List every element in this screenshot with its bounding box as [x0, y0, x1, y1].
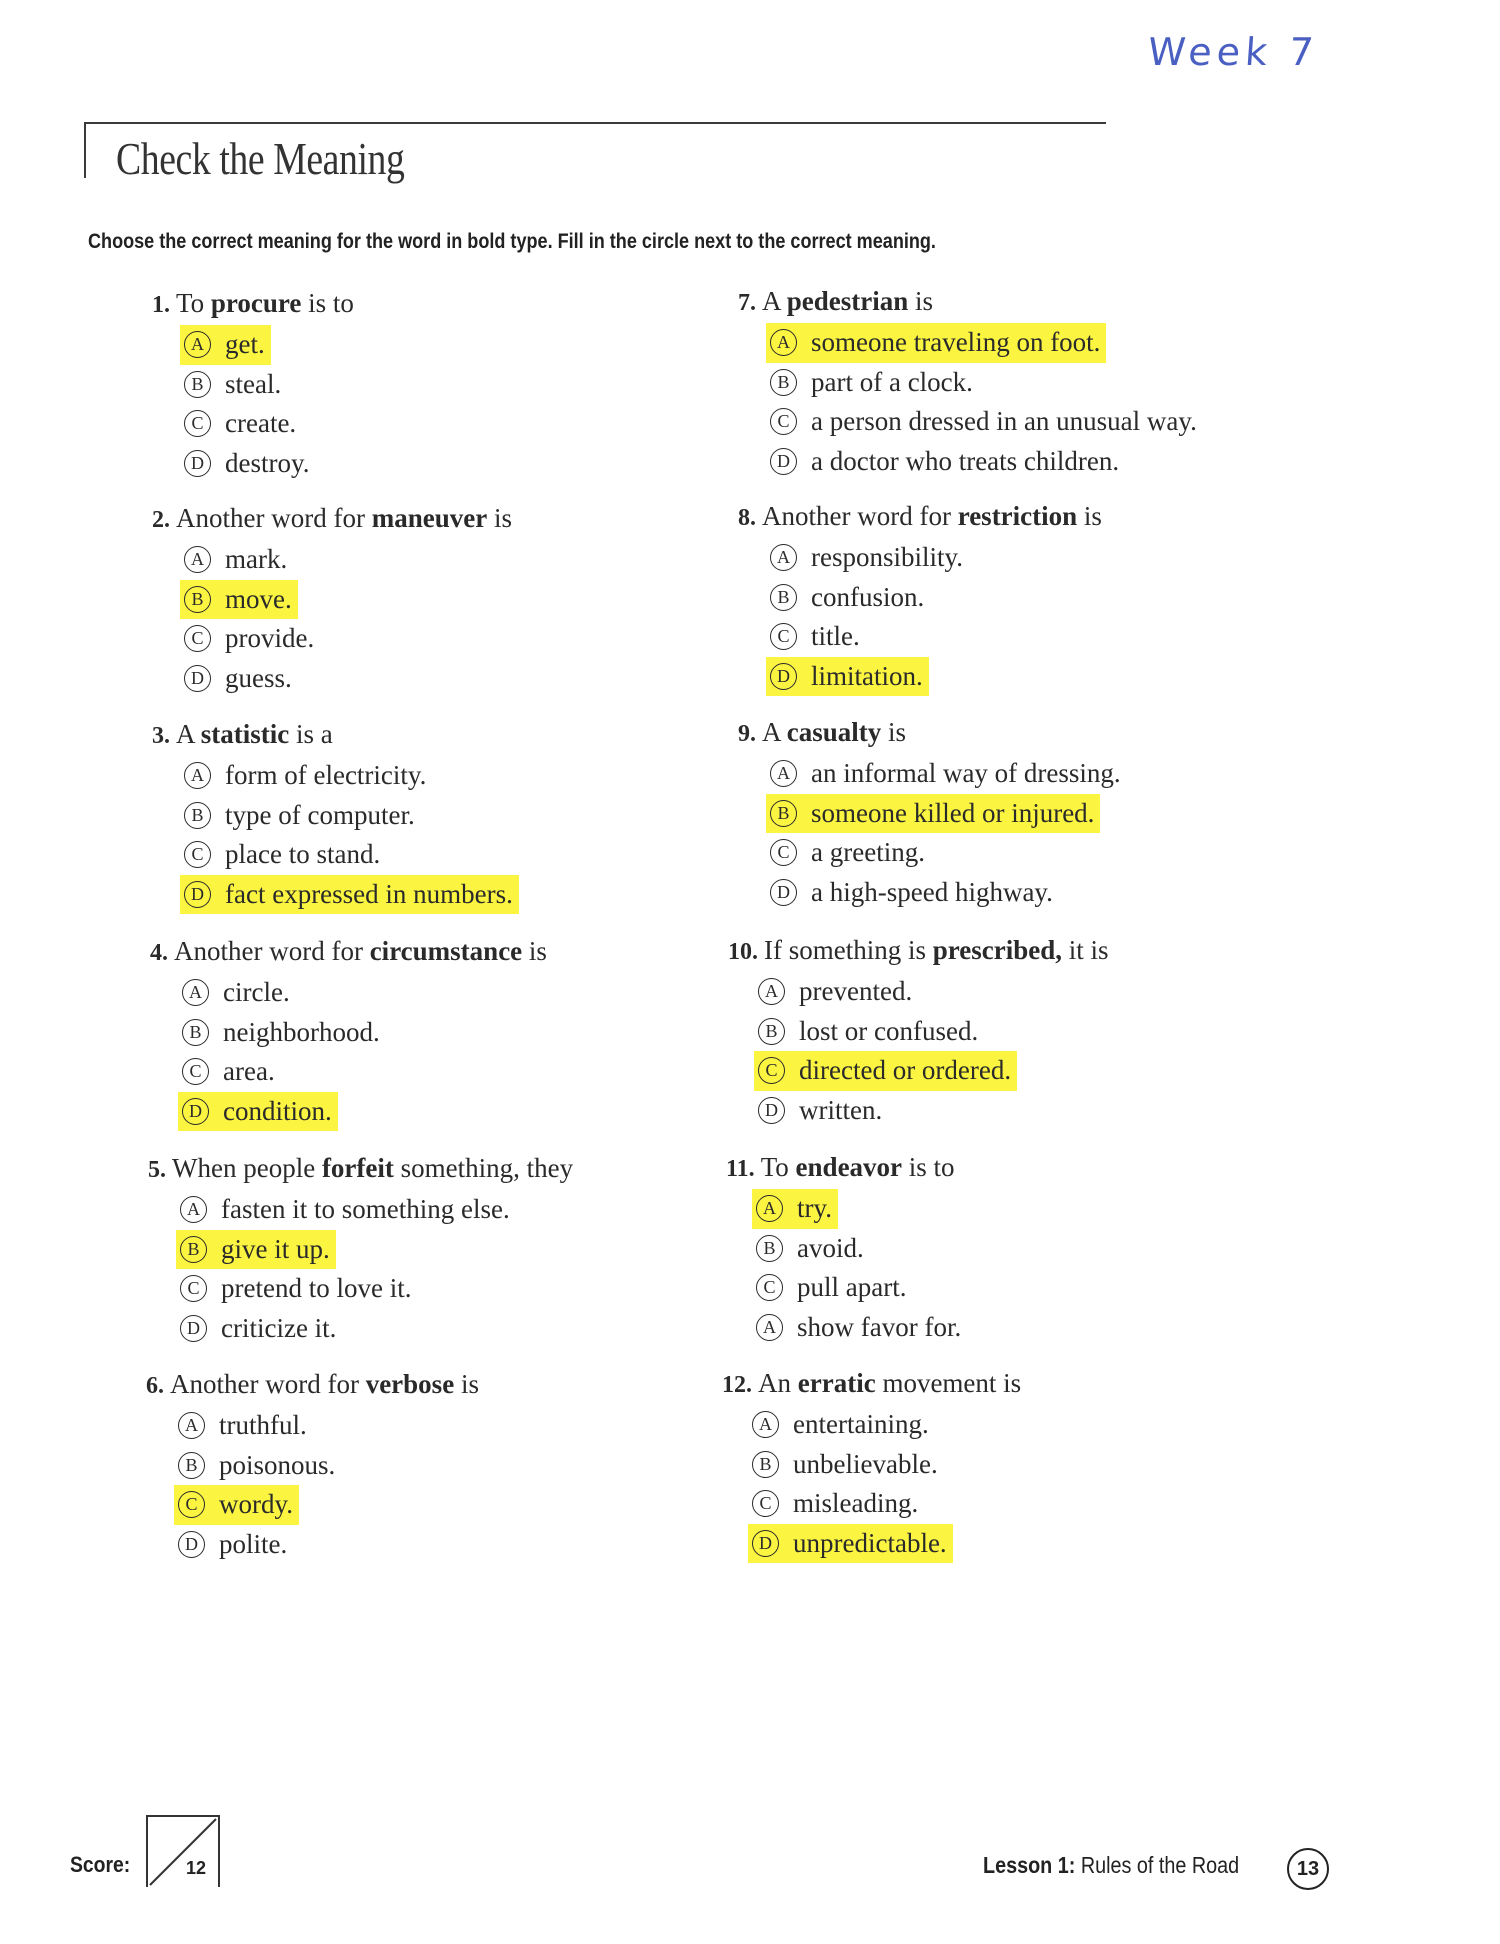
option-c[interactable]: C area. — [178, 1052, 281, 1092]
option-c[interactable]: C place to stand. — [180, 835, 386, 875]
option-a[interactable]: A entertaining. — [748, 1405, 935, 1445]
answer-bubble[interactable]: D — [770, 879, 797, 906]
answer-bubble[interactable]: D — [184, 665, 211, 692]
option-b[interactable]: B unbelievable. — [748, 1445, 944, 1485]
option-a[interactable]: A circle. — [178, 973, 296, 1013]
answer-bubble[interactable]: C — [178, 1491, 205, 1518]
answer-bubble[interactable]: C — [184, 625, 211, 652]
question-stem: 7. A pedestrian is — [738, 286, 934, 316]
options-list — [178, 1406, 706, 1564]
option-d[interactable]: D polite. — [174, 1525, 293, 1565]
answer-bubble[interactable]: A — [184, 331, 211, 358]
question-5 — [148, 1150, 708, 1348]
answer-bubble[interactable]: B — [752, 1451, 779, 1478]
options-list — [184, 540, 712, 698]
option-b[interactable]: B someone killed or injured. — [766, 794, 1100, 834]
answer-bubble[interactable]: D — [180, 1315, 207, 1342]
option-d[interactable]: D unpredictable. — [748, 1524, 953, 1564]
question-1 — [152, 285, 712, 483]
option-a[interactable]: A mark. — [180, 540, 293, 580]
score-label: Score: — [70, 1852, 131, 1877]
header-vertical-rule — [84, 122, 86, 178]
answer-bubble[interactable]: C — [184, 410, 211, 437]
options-list — [770, 323, 1298, 481]
option-b[interactable]: B poisonous. — [174, 1446, 341, 1486]
answer-bubble[interactable]: D — [184, 881, 211, 908]
vocab-word: pedestrian — [786, 286, 909, 316]
answer-bubble[interactable]: B — [756, 1235, 783, 1262]
question-8 — [738, 498, 1298, 696]
vocab-word: casualty — [786, 717, 882, 747]
answer-bubble[interactable]: C — [182, 1058, 209, 1085]
question-stem: 5. When people forfeit something, they — [148, 1153, 574, 1183]
option-c[interactable]: C misleading. — [748, 1484, 924, 1524]
options-list — [752, 1405, 1282, 1563]
handwritten-week-note: Week 7 — [1146, 30, 1320, 74]
question-4 — [150, 933, 710, 1131]
lesson-label: Lesson 1: Rules of the Road — [983, 1852, 1240, 1878]
answer-bubble[interactable]: A — [184, 546, 211, 573]
option-a[interactable]: A responsibility. — [766, 538, 969, 578]
vocab-word: procure — [210, 288, 302, 318]
score-total: 12 — [185, 1858, 206, 1878]
answer-bubble[interactable]: C — [770, 839, 797, 866]
score-divider-icon — [148, 1817, 218, 1887]
question-stem: 12. An erratic movement is — [722, 1368, 1022, 1398]
question-12 — [722, 1365, 1282, 1563]
answer-bubble[interactable]: C — [752, 1490, 779, 1517]
vocab-word: prescribed, — [932, 935, 1062, 965]
question-2 — [152, 500, 712, 698]
option-a[interactable]: A get. — [180, 325, 271, 365]
answer-bubble[interactable]: B — [770, 800, 797, 827]
question-stem: 11. To endeavor is to — [726, 1152, 955, 1182]
vocab-word: circumstance — [369, 936, 523, 966]
option-b[interactable]: B avoid. — [752, 1229, 870, 1269]
answer-bubble[interactable]: B — [182, 1019, 209, 1046]
answer-bubble[interactable]: C — [756, 1274, 783, 1301]
option-b[interactable]: B lost or confused. — [754, 1012, 984, 1052]
option-b[interactable]: B move. — [180, 580, 298, 620]
answer-bubble[interactable]: D — [758, 1097, 785, 1124]
answer-bubble[interactable]: B — [178, 1452, 205, 1479]
option-a[interactable]: A someone traveling on foot. — [766, 323, 1106, 363]
options-list — [770, 754, 1298, 912]
answer-bubble[interactable]: A — [184, 762, 211, 789]
option-b[interactable]: B give it up. — [176, 1230, 336, 1270]
lesson-title: Rules of the Road — [1080, 1852, 1240, 1878]
header-rule — [84, 122, 1106, 124]
option-d[interactable]: D a doctor who treats children. — [766, 442, 1125, 482]
answer-bubble[interactable]: D — [184, 450, 211, 477]
vocab-word: restriction — [957, 501, 1078, 531]
question-stem: 9. A casualty is — [738, 717, 907, 747]
option-a[interactable]: A try. — [752, 1189, 838, 1229]
question-stem: 6. Another word for verbose is — [146, 1369, 479, 1399]
options-list — [184, 325, 712, 483]
answer-bubble[interactable]: C — [770, 623, 797, 650]
answer-bubble[interactable]: A — [178, 1412, 205, 1439]
option-c[interactable]: C directed or ordered. — [754, 1051, 1017, 1091]
option-c[interactable]: C pull apart. — [752, 1268, 912, 1308]
answer-bubble[interactable]: B — [180, 1236, 207, 1263]
option-a[interactable]: A fasten it to something else. — [176, 1190, 516, 1230]
answer-bubble[interactable]: A — [770, 329, 797, 356]
answer-bubble[interactable]: A — [756, 1195, 783, 1222]
vocab-word: maneuver — [371, 503, 488, 533]
options-list — [180, 1190, 708, 1348]
answer-bubble[interactable]: D — [182, 1098, 209, 1125]
options-list — [758, 972, 1288, 1130]
score-box[interactable] — [146, 1815, 220, 1887]
option-c[interactable]: C a person dressed in an unusual way. — [766, 402, 1203, 442]
option-c[interactable]: C pretend to love it. — [176, 1269, 417, 1309]
option-d[interactable]: D limitation. — [766, 657, 929, 697]
vocab-word: forfeit — [321, 1153, 394, 1183]
answer-bubble[interactable]: A — [770, 760, 797, 787]
answer-bubble[interactable]: A — [756, 1314, 783, 1341]
vocab-word: endeavor — [795, 1152, 903, 1182]
options-list — [770, 538, 1298, 696]
options-list — [756, 1189, 1286, 1347]
answer-bubble[interactable]: A — [752, 1411, 779, 1438]
question-7 — [738, 283, 1298, 481]
question-stem: 4. Another word for circumstance is — [150, 936, 547, 966]
option-d[interactable]: D criticize it. — [176, 1309, 342, 1349]
question-3 — [152, 716, 712, 914]
option-c[interactable]: C wordy. — [174, 1485, 299, 1525]
option-c[interactable]: C create. — [180, 404, 302, 444]
question-9 — [738, 714, 1298, 912]
option-b[interactable]: B type of computer. — [180, 796, 421, 836]
answer-bubble[interactable]: B — [758, 1018, 785, 1045]
answer-bubble[interactable]: B — [184, 371, 211, 398]
answer-bubble[interactable]: C — [770, 408, 797, 435]
answer-bubble[interactable]: D — [770, 663, 797, 690]
answer-bubble[interactable]: C — [184, 841, 211, 868]
option-c[interactable]: C provide. — [180, 619, 320, 659]
answer-bubble[interactable]: C — [758, 1057, 785, 1084]
answer-bubble[interactable]: A — [758, 978, 785, 1005]
option-c[interactable]: C title. — [766, 617, 866, 657]
answer-bubble[interactable]: A — [182, 979, 209, 1006]
option-a[interactable]: A an informal way of dressing. — [766, 754, 1127, 794]
question-stem: 10. If something is prescribed, it is — [728, 935, 1109, 965]
option-b[interactable]: B neighborhood. — [178, 1013, 386, 1053]
answer-bubble[interactable]: B — [184, 586, 211, 613]
option-d[interactable]: D written. — [754, 1091, 888, 1131]
answer-bubble[interactable]: D — [752, 1530, 779, 1557]
answer-bubble[interactable]: B — [770, 584, 797, 611]
answer-bubble[interactable]: A — [770, 544, 797, 571]
options-list — [182, 973, 710, 1131]
option-a[interactable]: A prevented. — [754, 972, 918, 1012]
option-d[interactable]: D destroy. — [180, 444, 315, 484]
option-d[interactable]: D condition. — [178, 1092, 338, 1132]
option-c[interactable]: C a greeting. — [766, 833, 931, 873]
question-6 — [146, 1366, 706, 1564]
option-d[interactable]: A show favor for. — [752, 1308, 967, 1348]
answer-bubble[interactable]: C — [180, 1275, 207, 1302]
instructions: Choose the correct meaning for the word in bold type. Fill in the circle next to the correct meaning. — [88, 230, 936, 253]
answer-bubble[interactable]: B — [184, 802, 211, 829]
option-b[interactable]: B confusion. — [766, 578, 930, 618]
options-list — [184, 756, 712, 914]
vocab-word: erratic — [797, 1368, 876, 1398]
option-b[interactable]: B part of a clock. — [766, 363, 979, 403]
question-stem: 3. A statistic is a — [152, 719, 333, 749]
question-stem: 8. Another word for restriction is — [738, 501, 1102, 531]
page-title: Check the Meaning — [116, 133, 405, 184]
option-a[interactable]: A form of electricity. — [180, 756, 432, 796]
vocab-word: verbose — [365, 1369, 455, 1399]
option-d[interactable]: D fact expressed in numbers. — [180, 875, 519, 915]
vocab-word: statistic — [200, 719, 290, 749]
option-a[interactable]: A truthful. — [174, 1406, 313, 1446]
question-stem: 1. To procure is to — [152, 288, 354, 318]
question-11 — [726, 1149, 1286, 1347]
option-b[interactable]: B steal. — [180, 365, 287, 405]
question-stem: 2. Another word for maneuver is — [152, 503, 512, 533]
question-10 — [728, 932, 1288, 1130]
answer-bubble[interactable]: D — [178, 1531, 205, 1558]
answer-bubble[interactable]: B — [770, 369, 797, 396]
answer-bubble[interactable]: D — [770, 448, 797, 475]
option-d[interactable]: D a high-speed highway. — [766, 873, 1059, 913]
option-d[interactable]: D guess. — [180, 659, 298, 699]
page-number: 13 — [1287, 1848, 1329, 1890]
answer-bubble[interactable]: A — [180, 1196, 207, 1223]
